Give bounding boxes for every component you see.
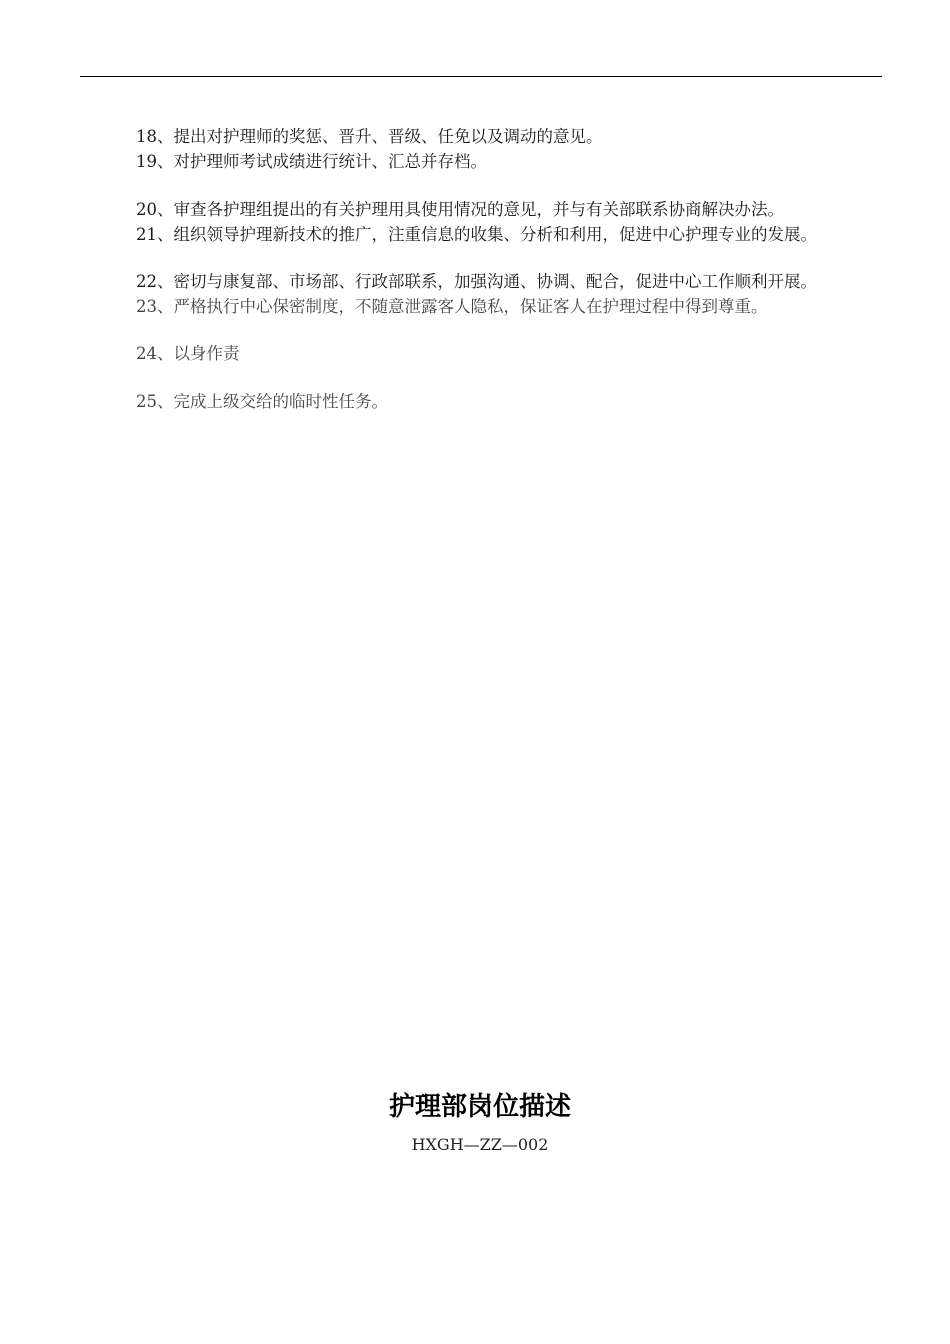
duty-item-20: 20、审查各护理组提出的有关护理用具使用情况的意见，并与有关部联系协商解决办法。 [136,200,784,219]
duty-item-23: 23、严格执行中心保密制度，不随意泄露客人隐私，保证客人在护理过程中得到尊重。 [136,297,768,316]
duty-item-22: 22、密切与康复部、市场部、行政部联系，加强沟通、协调、配合，促进中心工作顺利开展。 [136,272,817,291]
section-title: 护理部岗位描述 [388,1092,571,1122]
document-code: HXGH—ZZ—002 [411,1135,549,1154]
duty-item-21: 21、组织领导护理新技术的推广，注重信息的收集、分析和利用，促进中心护理专业的发展。 [136,225,817,244]
duty-item-19: 19、对护理师考试成绩进行统计、汇总并存档。 [136,152,487,171]
duty-item-18: 18、提出对护理师的奖惩、晋升、晋级、任免以及调动的意见。 [136,127,603,146]
header-rule [80,76,882,77]
duty-item-25: 25、完成上级交给的临时性任务。 [136,392,388,411]
duty-item-24: 24、以身作责 [136,344,240,363]
